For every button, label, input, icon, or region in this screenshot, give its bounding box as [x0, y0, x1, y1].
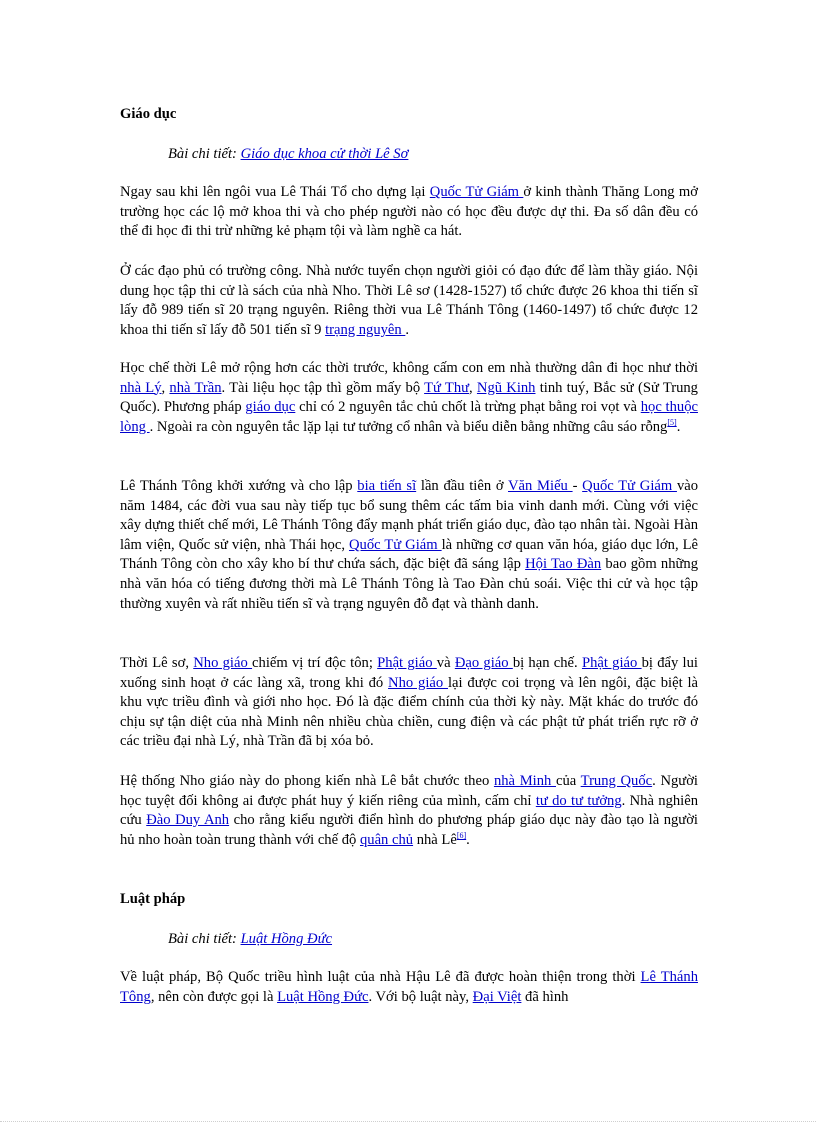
- text: và: [436, 655, 455, 671]
- text: bị hạn chế.: [512, 655, 582, 671]
- text: lần đầu tiên ở: [416, 478, 509, 494]
- text: Về luật pháp, Bộ Quốc triều hình luật của nhà Hậu Lê đã được hoàn thiện trong thời: [120, 969, 641, 985]
- detail-line-education: [120, 144, 698, 164]
- detail-label: Bài chi tiết:: [168, 931, 237, 947]
- link-van-mieu[interactable]: Văn Miếu: [508, 478, 573, 494]
- text: . Tài liệu học tập thì gồm mấy bộ: [221, 379, 425, 396]
- text: chỉ có 2 nguyên tắc chủ chốt là trừng phạt bằng roi vọt và: [295, 399, 641, 416]
- text: Ở các đạo phủ có trường công. Nhà nước tuyển chọn người giỏi có đạo đức để làm thầy giáo. Nội dung học tập thi cử là sách của nhà Nho. Thời Lê sơ (1428-1527) tổ chức được 26 khoa thi tiến sĩ lấy đỗ 989 tiến sĩ 20 trạng nguyên. Riêng thời vua Lê Thánh Tông (1460-1497) tổ chức được 12 khoa thi tiến sĩ lấy đỗ 501 tiến sĩ 9: [120, 263, 698, 338]
- detail-line-law: [120, 929, 698, 949]
- link-phat-giao[interactable]: Phật giáo: [377, 655, 437, 671]
- link-luat-hong-duc-2[interactable]: Luật Hồng Đức: [277, 988, 369, 1005]
- detail-label: Bài chi tiết:: [168, 146, 237, 162]
- text: Ngay sau khi lên ngôi vua Lê Thái Tổ cho dựng lại: [120, 184, 430, 200]
- link-hoc-thuoc-long[interactable]: học thuộc lòng: [120, 399, 698, 435]
- text: -: [572, 478, 583, 494]
- link-quoc-tu-giam-3[interactable]: Quốc Tử Giám: [348, 536, 442, 553]
- text: ở kinh thành Thăng Long mở trường học các lộ mở khoa thi và cho phép người nào có học đều được dự thi. Đa số dân đều có thể đi học đi thi trừ những kẻ phạm tội và làm nghề ca hát.: [120, 184, 698, 240]
- text: Học chế thời Lê mở rộng hơn các thời trước, không cấm con em nhà thường dân đi học như thời: [120, 360, 698, 376]
- paragraph-3: [120, 359, 698, 437]
- page-bottom-border: [0, 1121, 816, 1122]
- text: đã hình: [521, 988, 569, 1005]
- heading-education: Giáo dục: [120, 106, 177, 122]
- text: nhà Lê: [413, 831, 457, 848]
- link-phat-giao-2[interactable]: Phật giáo: [581, 655, 642, 671]
- paragraph-6: [120, 772, 698, 850]
- link-nha-tran[interactable]: nhà Trần: [169, 379, 222, 396]
- text: Hệ thống Nho giáo này do phong kiến nhà Lê bắt chước theo: [120, 773, 494, 789]
- text: . Người học tuyệt đối không ai được phát huy ý kiến riêng của mình, cấm chỉ: [120, 773, 698, 809]
- paragraph-4: [120, 477, 698, 614]
- link-quan-chu[interactable]: quân chủ: [359, 831, 414, 848]
- link-quoc-tu-giam[interactable]: Quốc Tử Giám: [429, 184, 524, 200]
- reference-6[interactable]: [6]: [456, 830, 467, 840]
- heading-law: Luật pháp: [120, 891, 186, 907]
- text: . Nhà nghiên cứu: [120, 792, 698, 829]
- paragraph-5: [120, 654, 698, 752]
- link-bia-tien-si[interactable]: bia tiến sĩ: [357, 478, 417, 494]
- text: .: [466, 831, 470, 848]
- text: là những cơ quan văn hóa, giáo dục lớn, Lê Thánh Tông còn cho xây kho bí thư chứa sách, đặc biệt đã sáng lập: [120, 536, 698, 573]
- link-luat-hong-duc[interactable]: Luật Hồng Đức: [240, 931, 333, 947]
- text: .: [405, 321, 410, 338]
- text: .: [676, 418, 681, 435]
- text: của: [556, 773, 581, 789]
- text: ,: [161, 379, 170, 396]
- link-giao-duc[interactable]: giáo dục: [245, 399, 296, 416]
- link-quoc-tu-giam-2[interactable]: Quốc Tử Giám: [582, 478, 677, 494]
- link-tu-thu[interactable]: Tứ Thư: [424, 379, 470, 396]
- link-nha-ly[interactable]: nhà Lý: [120, 379, 162, 396]
- link-nha-minh[interactable]: nhà Minh: [493, 773, 556, 789]
- link-dai-viet[interactable]: Đại Việt: [472, 988, 522, 1005]
- text: Thời Lê sơ,: [120, 655, 194, 671]
- link-dao-duy-anh[interactable]: Đào Duy Anh: [146, 812, 230, 829]
- paragraph-1: [120, 183, 698, 242]
- link-tu-do-tu-tuong[interactable]: tư do tư tưởng: [535, 792, 622, 809]
- link-nho-giao-2[interactable]: Nho giáo: [388, 674, 448, 691]
- link-trang-nguyen[interactable]: trạng nguyên: [325, 321, 406, 338]
- link-nho-giao[interactable]: Nho giáo: [193, 655, 253, 671]
- text: bị đẩy lui xuống sinh hoạt ở các làng xã, trong khi đó: [120, 655, 698, 691]
- paragraph-2: [120, 262, 698, 340]
- link-giao-duc-khoa-cu[interactable]: Giáo dục khoa cử thời Lê Sơ: [240, 146, 409, 162]
- text: chiếm vị trí độc tôn;: [252, 655, 378, 671]
- text: lại được coi trọng và lên ngôi, đặc biệt là khu vực triều đình và giới nho học. Đó là đặc điểm chính của thời kỳ này. Mặt khác do trước đó chịu sự tận diệt của nhà Minh nên nhiều chùa chiền, cung điện và các phật tử phát triển rực rỡ ở các triều đại nhà Lý, nhà Trần đã bị xóa bỏ.: [120, 674, 698, 750]
- link-dao-giao[interactable]: Đạo giáo: [454, 655, 513, 671]
- text: vào năm 1484, các đời vua sau này tiếp tục bổ sung thêm các tấm bia vinh danh mới. Cùng với việc xây dựng thiết chế mới, Lê Thánh Tông đẩy mạnh phát triển giáo dục, đào tạo nhân tài. Ngoài Hàn lâm viện, Quốc sử viện, nhà Thái học,: [120, 478, 699, 553]
- text: Lê Thánh Tông khởi xướng và cho lập: [120, 478, 358, 494]
- link-ngu-kinh[interactable]: Ngũ Kinh: [476, 379, 536, 396]
- paragraph-7: [120, 968, 698, 1007]
- text: , nên còn được gọi là: [150, 988, 278, 1005]
- link-le-thanh-tong[interactable]: Lê Thánh Tông: [120, 969, 698, 1005]
- text: bao gồm những nhà văn hóa có tiếng đương thời mà Lê Thánh Tông là Tao Đàn chủ soái. Việc thi cử và học tập thường xuyên và rất nhiều tiến sĩ và trạng nguyên đỗ đạt và thành danh.: [120, 556, 698, 612]
- text: . Với bộ luật này,: [368, 988, 473, 1005]
- text: tinh tuý, Bắc sử (Sử Trung Quốc). Phương pháp: [120, 379, 698, 416]
- text: ,: [469, 379, 477, 396]
- link-hoi-tao-dan[interactable]: Hội Tao Đàn: [525, 556, 602, 573]
- text: cho rằng kiểu người điển hình do phương pháp giáo dục này đào tạo là người hủ nho hoàn toàn trung thành với chế độ: [120, 812, 698, 848]
- link-trung-quoc[interactable]: Trung Quốc: [580, 773, 653, 789]
- text: . Ngoài ra còn nguyên tắc lặp lại tư tưởng cổ nhân và biểu diễn bằng những câu sáo rỗng: [149, 418, 668, 435]
- reference-5[interactable]: [5]: [667, 417, 677, 427]
